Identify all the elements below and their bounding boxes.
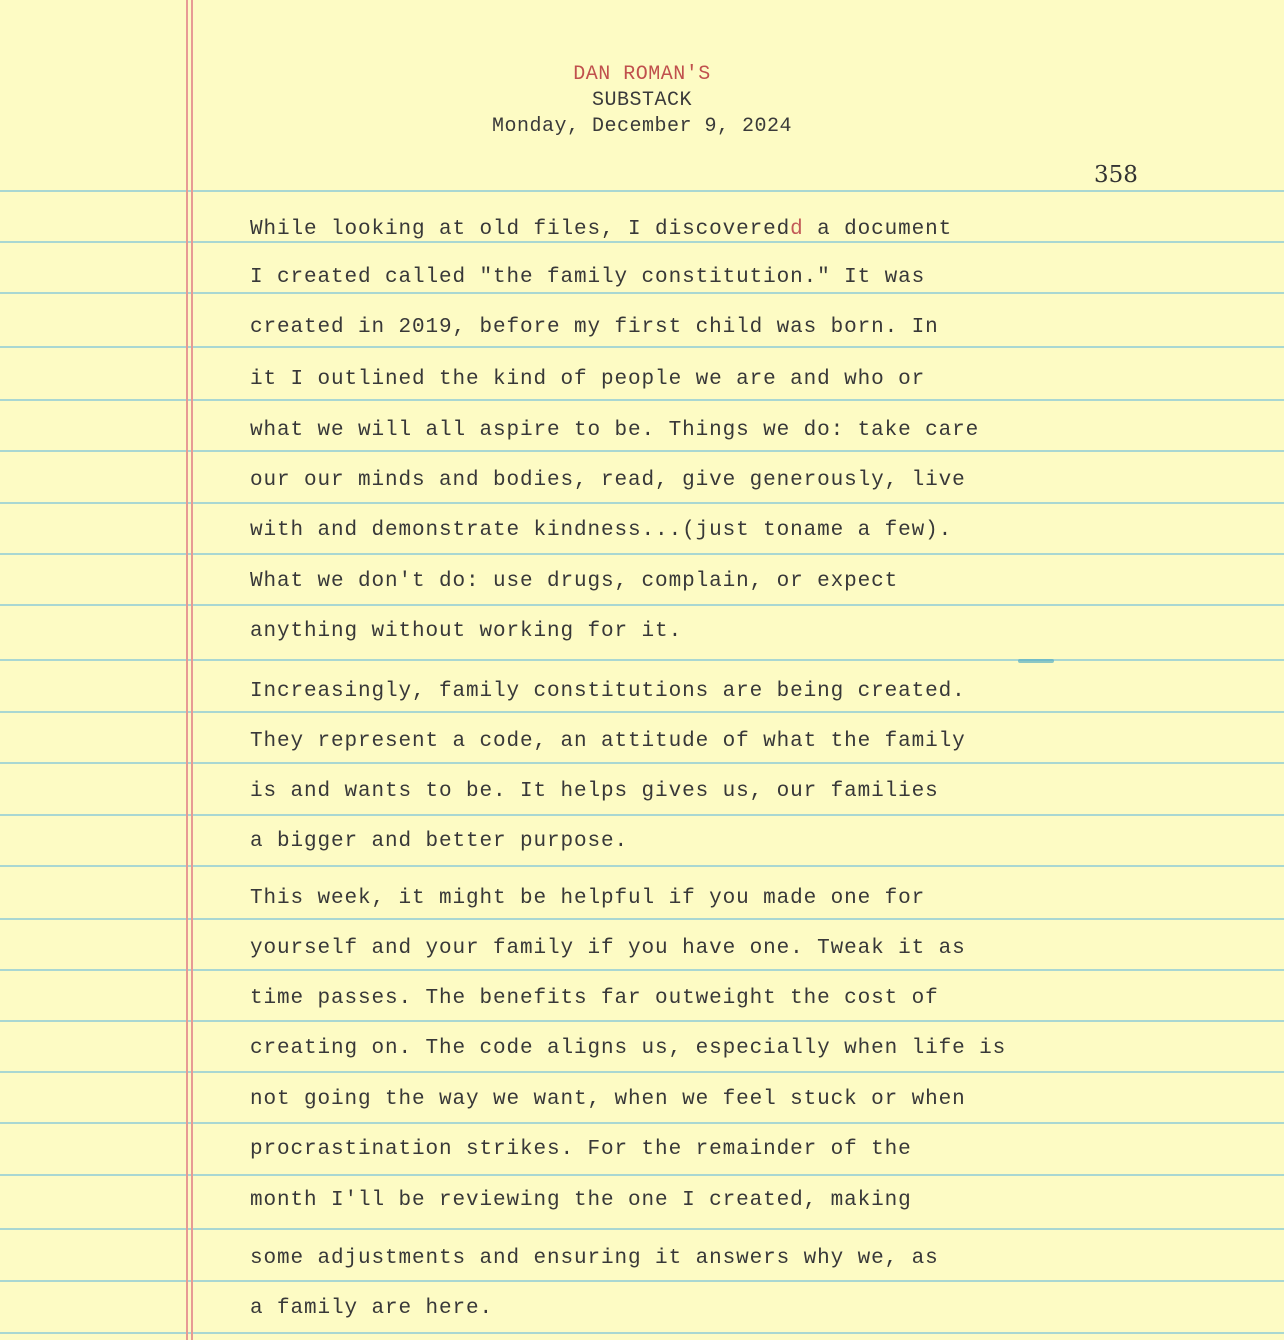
ink-smudge <box>1018 659 1054 663</box>
body-line: time passes. The benefits far outweight the cost of <box>250 987 939 1010</box>
body-line: month I'll be reviewing the one I created, making <box>250 1189 912 1212</box>
body-line: our our minds and bodies, read, give generously, live <box>250 469 966 492</box>
page-header <box>0 62 1284 140</box>
body-line: what we will all aspire to be. Things we do: take care <box>250 419 980 442</box>
body-line: not going the way we want, when we feel stuck or when <box>250 1088 966 1111</box>
body-line: They represent a code, an attitude of what the family <box>250 730 966 753</box>
margin-line <box>191 0 193 1340</box>
body-line: What we don't do: use drugs, complain, or expect <box>250 570 899 593</box>
body-line: a family are here. <box>250 1297 494 1320</box>
body-line: Increasingly, family constitutions are being created. <box>250 680 966 703</box>
body-line: is and wants to be. It helps gives us, our families <box>250 780 939 803</box>
body-line: While looking at old files, I discoveredd a document <box>250 218 953 241</box>
body-line: I created called "the family constitution." It was <box>250 266 926 289</box>
body-line: anything without working for it. <box>250 620 683 643</box>
body-line: some adjustments and ensuring it answers why we, as <box>250 1247 939 1270</box>
body-line: creating on. The code aligns us, especially when life is <box>250 1037 1007 1060</box>
page-number: 358 <box>1094 162 1138 188</box>
body-line: This week, it might be helpful if you made one for <box>250 887 926 910</box>
body-line: with and demonstrate kindness...(just toname a few). <box>250 519 953 542</box>
struck-letter: d <box>790 218 804 241</box>
body-line: a bigger and better purpose. <box>250 830 629 853</box>
body-line: yourself and your family if you have one. Tweak it as <box>250 937 966 960</box>
body-line: created in 2019, before my first child was born. In <box>250 316 939 339</box>
body-line: procrastination strikes. For the remainder of the <box>250 1138 912 1161</box>
body-line: it I outlined the kind of people we are and who or <box>250 368 926 391</box>
author-name: DAN ROMAN'S <box>573 63 711 86</box>
margin-line <box>186 0 188 1340</box>
publication-name: SUBSTACK <box>591 89 692 112</box>
post-date: Monday, December 9, 2024 <box>491 115 793 138</box>
